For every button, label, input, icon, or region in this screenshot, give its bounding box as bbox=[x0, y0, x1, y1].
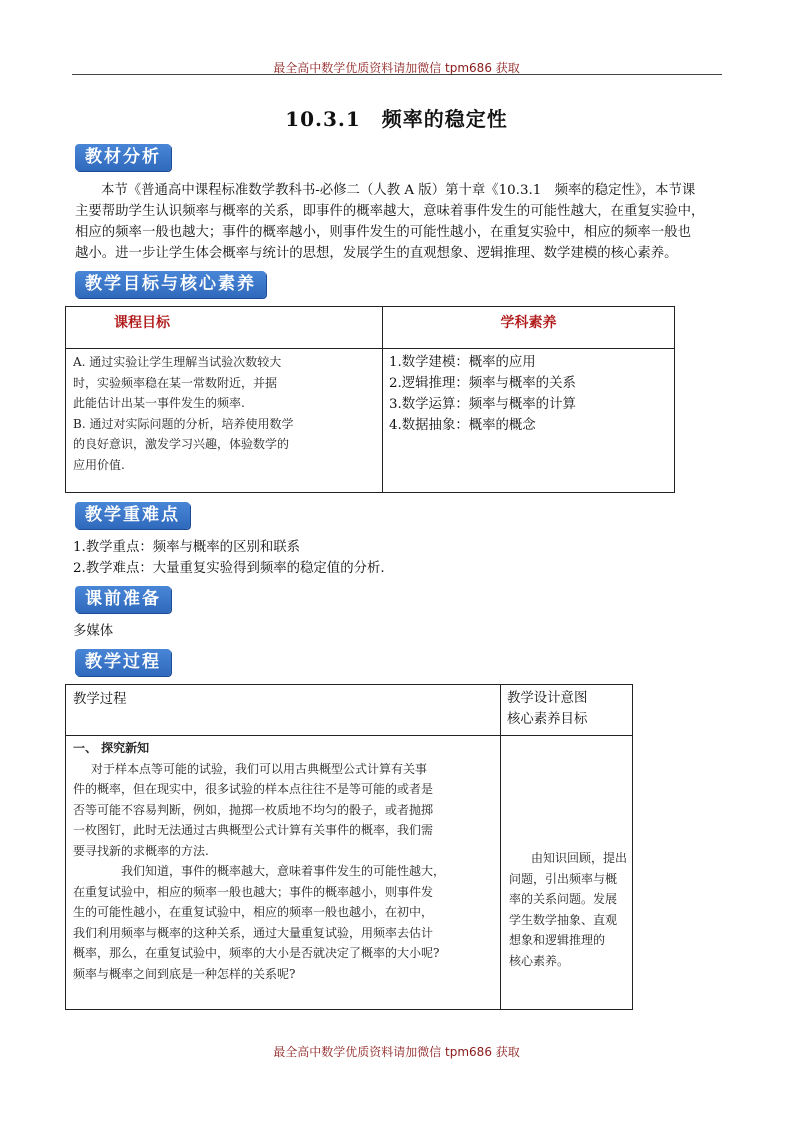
intent-header-line: 核心素养目标 bbox=[507, 712, 588, 727]
process-line: 生的可能性越小，在重复试验中，相应的频率一般也越小，在初中， bbox=[73, 905, 434, 919]
intent-line: 率的关系问题。发展 bbox=[509, 892, 618, 906]
preparation-text: 多媒体 bbox=[73, 624, 114, 639]
intent-line: 想象和逻辑推理的 bbox=[509, 933, 606, 947]
intent-header-line: 教学设计意图 bbox=[507, 691, 588, 706]
section-badge-goals: 教学目标与核心素养 bbox=[75, 271, 266, 298]
process-line: 对于样本点等可能的试验，我们可以用古典概型公式计算有关事 bbox=[91, 761, 428, 776]
process-line: 在重复试验中，相应的频率一般也越大；事件的概率越小，则事件发 bbox=[73, 884, 434, 899]
process-line: 我们利用频率与概率的这种关系，通过大量重复试验，用频率去估计 bbox=[73, 925, 434, 940]
section-badge-preparation: 课前准备 bbox=[75, 586, 171, 613]
course-goal-line: 应用价值. bbox=[73, 457, 125, 472]
intent-line: 核心素养。 bbox=[509, 953, 570, 968]
course-goal-line: B. 通过对实际问题的分析，培养使用数学 bbox=[73, 416, 294, 431]
course-goal-line: A. 通过实验让学生理解当试验次数较大 bbox=[73, 355, 282, 369]
intent-line: 学生数学抽象、直观 bbox=[509, 912, 618, 927]
intent-line: 由知识回顾，提出 bbox=[531, 851, 628, 865]
literacy-line: 3.数学运算：频率与概率的计算 bbox=[389, 397, 576, 412]
analysis-line: 越小。进一步让学生体会概率与统计的思想，发展学生的直观想象、逻辑推理、数学建模的核心素养。 bbox=[75, 246, 678, 261]
section-badge-process: 教学过程 bbox=[75, 649, 171, 676]
goals-header-literacy: 学科素养 bbox=[383, 307, 675, 349]
intent-line: 问题，引出频率与概 bbox=[509, 871, 618, 886]
footer-note: 最全高中数学优质资料请加微信 tpm686 获取 bbox=[273, 1045, 520, 1059]
key-point-item: 2.教学难点：大量重复实验得到频率的稳定值的分析. bbox=[73, 561, 385, 576]
literacy-line: 4.数据抽象：概率的概念 bbox=[389, 418, 536, 433]
goals-table bbox=[65, 306, 675, 493]
goals-course-cell bbox=[66, 349, 383, 493]
analysis-paragraph bbox=[75, 180, 725, 264]
process-line: 要寻找新的求概率的方法. bbox=[73, 843, 209, 858]
course-goal-line: 时，实验频率稳在某一常数附近，并据 bbox=[73, 375, 278, 390]
process-section-title: 一、 探究新知 bbox=[73, 741, 150, 755]
section-badge-key-points: 教学重难点 bbox=[75, 502, 190, 529]
intent-spacer bbox=[509, 736, 628, 848]
analysis-line: 主要帮助学生认识频率与概率的关系，即事件的概率越大，意味着事件发生的可能性越大，在重复实验中， bbox=[75, 204, 705, 219]
process-line: 件的概率，但在现实中，很多试验的样本点往往不是等可能的或者是 bbox=[73, 782, 434, 796]
section-badge-analysis: 教材分析 bbox=[75, 144, 171, 171]
goals-header-course: 课程目标 bbox=[66, 307, 383, 349]
course-goal-line: 的良好意识，激发学习兴趣，体验数学的 bbox=[73, 437, 290, 451]
key-point-item: 1.教学重点：频率与概率的区别和联系 bbox=[73, 540, 301, 555]
goals-literacy-cell bbox=[383, 349, 675, 493]
course-goal-line: 此能估计出某一事件发生的频率. bbox=[73, 396, 245, 410]
process-content-cell bbox=[66, 736, 501, 1010]
process-header-intent bbox=[501, 685, 633, 736]
process-line: 频率与概率之间到底是一种怎样的关系呢? bbox=[73, 966, 296, 981]
literacy-line: 2.逻辑推理：频率与概率的关系 bbox=[389, 376, 576, 391]
header-divider bbox=[72, 74, 722, 75]
literacy-line: 1.数学建模：概率的应用 bbox=[389, 355, 536, 370]
analysis-line: 相应的频率一般也越大；事件的概率越小，则事件发生的可能性越小，在重复实验中，相应的频率一般也 bbox=[75, 225, 691, 240]
process-line: 概率，那么，在重复试验中，频率的大小是否就决定了概率的大小呢? bbox=[73, 946, 440, 960]
process-header-main: 教学过程 bbox=[66, 685, 501, 736]
header-note: 最全高中数学优质资料请加微信 tpm686 获取 bbox=[273, 61, 520, 75]
process-line: 我们知道，事件的概率越大，意味着事件发生的可能性越大， bbox=[121, 864, 446, 878]
process-line: 一枚图钉，此时无法通过古典概型公式计算有关事件的概率，我们需 bbox=[73, 823, 434, 837]
process-line: 否等可能不容易判断，例如，抛掷一枚质地不均匀的骰子，或者抛掷 bbox=[73, 802, 434, 817]
page-title: 10.3.1 频率的稳定性 bbox=[285, 107, 508, 131]
process-intent-cell bbox=[501, 736, 633, 1010]
analysis-line: 本节《普通高中课程标准数学教科书-必修二（人教 A 版）第十章《10.3.1 频率的稳定性》，本节课 bbox=[101, 183, 696, 198]
process-table bbox=[65, 684, 633, 1010]
key-points-list bbox=[73, 537, 723, 579]
